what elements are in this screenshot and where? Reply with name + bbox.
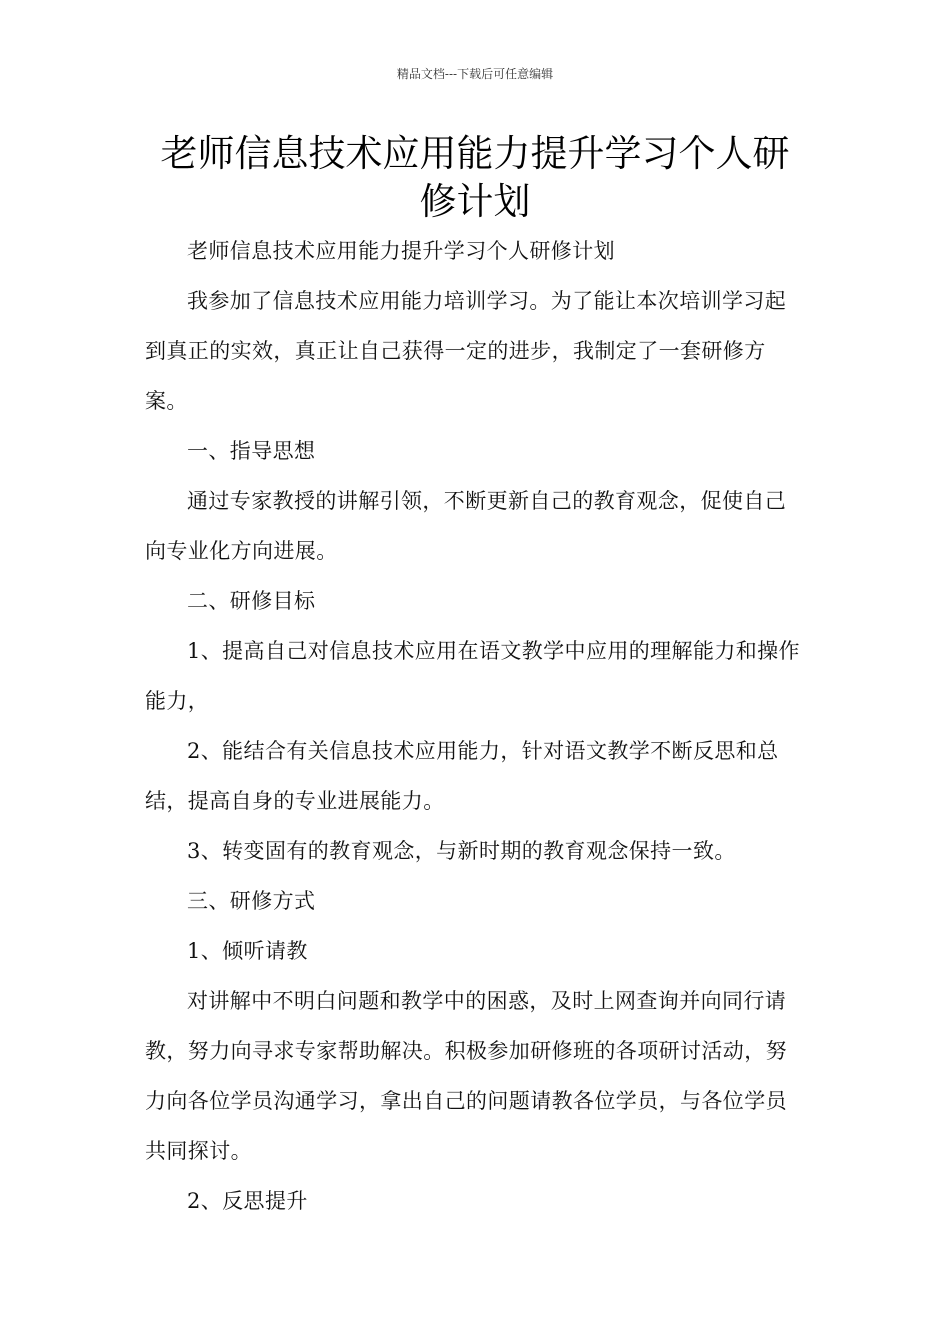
document-title: 老师信息技术应用能力提升学习个人研修计划 bbox=[160, 132, 790, 223]
section-heading-guiding-thought: 一、指导思想 bbox=[187, 439, 316, 463]
goal-item-2: 2、能结合有关信息技术应用能力，针对语文教学不断反思和总结，提高自身的专业进展能力。 bbox=[145, 739, 779, 813]
document-body bbox=[145, 226, 805, 1226]
paragraph-intro: 我参加了信息技术应用能力培训学习。为了能让本次培训学习起到真正的实效，真正让自己获得一定的进步，我制定了一套研修方案。 bbox=[145, 289, 787, 413]
goal-item-3: 3、转变固有的教育观念，与新时期的教育观念保持一致。 bbox=[187, 839, 736, 863]
method-heading-1: 1、倾听请教 bbox=[187, 939, 308, 963]
paragraph-method-1: 对讲解中不明白问题和教学中的困惑，及时上网查询并向同行请教，努力向寻求专家帮助解决。积极参加研修班的各项研讨活动，努力向各位学员沟通学习，拿出自己的问题请教各位学员，与各位学员共同探讨。 bbox=[145, 989, 787, 1163]
page-header: 精品文档---下载后可任意编辑 bbox=[396, 67, 554, 81]
section-heading-methods: 三、研修方式 bbox=[187, 889, 316, 913]
method-heading-2: 2、反思提升 bbox=[187, 1189, 308, 1213]
paragraph-guiding-thought: 通过专家教授的讲解引领，不断更新自己的教育观念，促使自己向专业化方向进展。 bbox=[145, 489, 787, 563]
section-heading-goals: 二、研修目标 bbox=[187, 589, 316, 613]
paragraph-subtitle: 老师信息技术应用能力提升学习个人研修计划 bbox=[187, 239, 615, 263]
goal-item-1: 1、提高自己对信息技术应用在语文教学中应用的理解能力和操作能力， bbox=[145, 639, 800, 713]
